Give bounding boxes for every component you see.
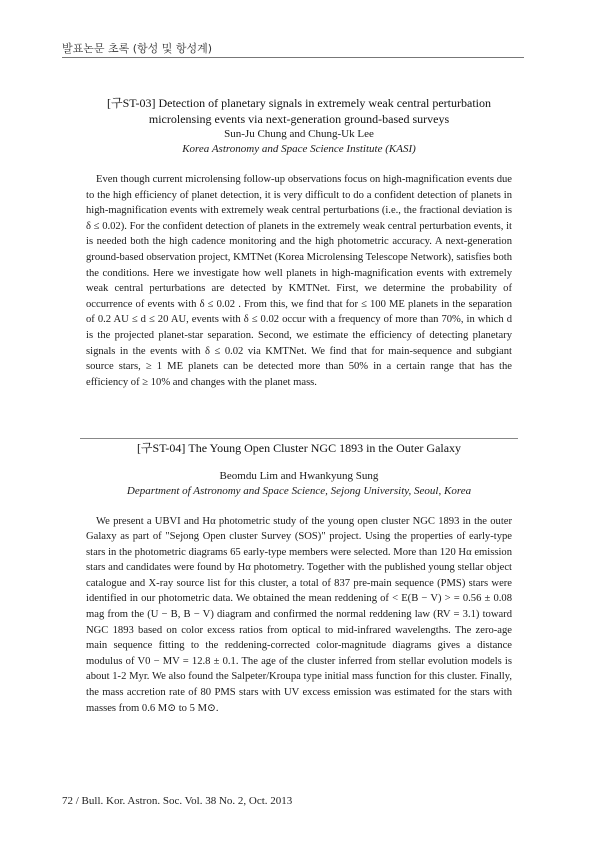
running-head: 발표논문 초록 (항성 및 항성계) (62, 42, 213, 55)
abstract-body: We present a UBVI and Hα photometric study of the young open cluster NGC 1893 in the outer Galaxy as part of "Sejong Open cluster Survey (SOS)" project. Using the properties of early-type stars in the photometric diagrams 65 early-type members were selected. More than 120 Hα emission stars and candidates were found by Hα photometry. Together with the published young stellar object catalogue and X-ray source list for this cluster, a total of 837 pre-main sequence (PMS) stars were identified in our photometric data. We obtained the mean reddening of < E(B − V) > = 0.56 ± 0.08 mag from the (U − B, B − V) diagram and confirmed the normal reddening law (RV = 3.1) toward NGC 1893 based on color excess ratios from optical to mid-infrared wavelengths. The zero-age main sequence fitting to the reddening-corrected color-magnitude diagrams gives a distance modulus of V0 − MV = 12.8 ± 0.1. The age of the cluster inferred from stellar evolution models is about 1-2 Myr. We also found the Salpeter/Kroupa type initial mass function for this cluster. Finally, the mass accretion rate of 80 PMS stars with UV excess emission was estimated for the stars with masses from 0.6 M⊙ to 5 M⊙. (86, 515, 512, 714)
abstract-affiliation: Department of Astronomy and Space Science, Sejong University, Seoul, Korea (126, 484, 472, 497)
abstract-affiliation: Korea Astronomy and Space Science Institute (KASI) (182, 143, 416, 155)
header-rule (62, 57, 524, 58)
abstract-authors: Beomdu Lim and Hwankyung Sung (219, 469, 379, 482)
abstract-title: [구ST-03] Detection of planetary signals in extremely weak central perturbation microlensing events via next-generation ground-based surveys (106, 96, 492, 126)
abstract-body: Even though current microlensing follow-up observations focus on high-magnification events due to the high efficiency of planet detection, it is very difficult to do a confident detection of planets in high-magnification events with extremely weak central perturbations (i.e., the fractional deviation is δ ≤ 0.02). For the confident detection of planets in the extremely weak central perturbation events, it is needed both the high cadence monitoring and the high photometric accuracy. A next-generation ground-based observation project, KMTNet (Korea Microlensing Telescope Network), satisfies both the conditions. Here we investigate how well planets in high-magnification events with extremely weak central perturbations are detected by KMTNet. First, we determine the probability of occurrence of events with δ ≤ 0.02 . From this, we find that for ≤ 100 ME planets in the separation of 0.2 AU ≤ d ≤ 20 AU, events with δ ≤ 0.02 occur with a frequency of more than 70%, in which d is the projected planet-star separation. Second, we estimate the efficiency of detecting planetary signals in the events with δ ≤ 0.02 via KMTNet. We find that for main-sequence and subgiant source stars, ≥ 1 ME planets can be detected more than 50% in a certain range that has the efficiency of ≥ 10% and changes with the planet mass. (86, 174, 512, 388)
section-divider (80, 438, 518, 439)
abstract-st03 (86, 96, 512, 390)
abstract-st04 (86, 441, 512, 716)
abstract-title: [구ST-04] The Young Open Cluster NGC 1893 in the Outer Galaxy (136, 441, 462, 455)
abstract-authors: Sun-Ju Chung and Chung-Uk Lee (224, 128, 374, 140)
page-footer: 72 / Bull. Kor. Astron. Soc. Vol. 38 No. 2, Oct. 2013 (62, 795, 293, 807)
